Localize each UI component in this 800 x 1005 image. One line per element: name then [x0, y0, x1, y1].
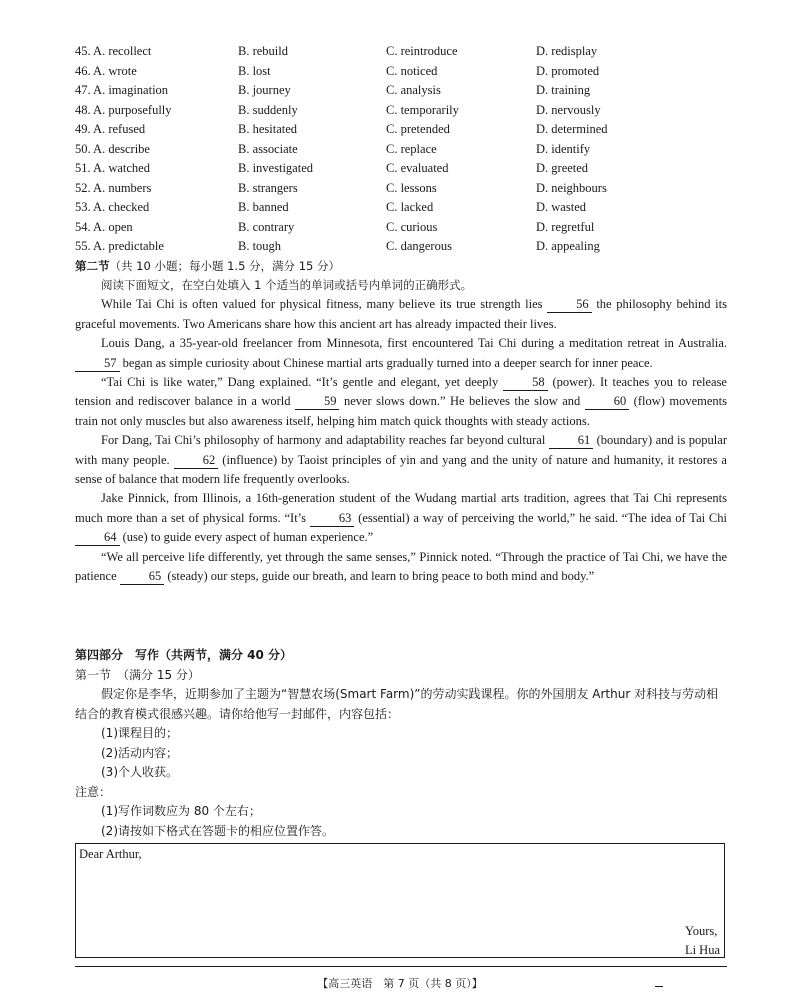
option-row [75, 81, 735, 101]
option-c: C. reintroduce [386, 44, 458, 58]
paragraph-3: “Tai Chi is like water,” Dang explained. “It’s gentle and elegant, yet deeply 58 (power). It teaches you to release tension and rediscover balance in a world 59 never slows down.” He believes the slow and 60 (flow) movements train not only muscles but also awareness itself, helping him match quick thoughts with steady actions. [75, 375, 727, 428]
section-instruction: 阅读下面短文，在空白处填入 1 个适当的单词或括号内单词的正确形式。 [101, 278, 473, 292]
option-b: B. banned [238, 200, 289, 214]
option-a: 49. A. refused [75, 122, 146, 136]
option-a: 45. A. recollect [75, 44, 152, 58]
blank-61[interactable]: 61 [549, 433, 594, 449]
option-a: 47. A. imagination [75, 83, 169, 97]
footer-divider [75, 966, 727, 967]
footer-mark [655, 986, 663, 987]
option-b: B. suddenly [238, 102, 298, 117]
option-d: D. identify [536, 141, 591, 156]
section-title: 第二节 [75, 259, 110, 273]
option-row [75, 198, 735, 218]
note-label: 注意： [75, 784, 112, 799]
option-d: D. redisplay [536, 44, 598, 58]
signature: Li Hua [684, 943, 720, 957]
option-a: 51. A. watched [75, 161, 150, 175]
paragraph-1: While Tai Chi is often valued for physical fitness, many believe its true strength lies 56 the philosophy behind its graceful movements. Two Americans share how this ancient art has already impacted their lives. [75, 297, 727, 331]
option-row [75, 42, 735, 62]
option-b: B. associate [238, 141, 298, 156]
letter-greeting: Dear Arthur, [79, 847, 142, 861]
option-c: C. temporarily [386, 102, 459, 117]
task-item: (2)活动内容； [101, 745, 178, 760]
blank-58[interactable]: 58 [503, 375, 548, 391]
option-c: C. noticed [386, 63, 438, 78]
writing-task: 假定你是李华，近期参加了主题为“智慧农场(Smart Farm)”的劳动实践课程。你的外国朋友 Arthur 对科技与劳动相结合的教育模式很感兴趣。请你给他写一封邮件，内容包括： [75, 687, 719, 721]
options-table [75, 42, 735, 257]
letter-closing [685, 922, 720, 960]
blank-63[interactable]: 63 [310, 511, 355, 527]
option-c: C. lessons [386, 180, 437, 195]
blank-64[interactable]: 64 [75, 530, 120, 546]
option-b: B. contrary [238, 219, 295, 234]
option-c: C. lacked [386, 200, 434, 214]
option-row [75, 159, 735, 179]
option-a: 54. A. open [75, 219, 133, 234]
option-d: D. appealing [536, 239, 600, 253]
option-b: B. rebuild [238, 44, 288, 58]
option-a: 48. A. purposefully [75, 102, 172, 117]
blank-62[interactable]: 62 [174, 453, 219, 469]
blank-57[interactable]: 57 [75, 356, 120, 372]
option-row [75, 218, 735, 238]
option-b: B. investigated [238, 161, 313, 175]
cloze-passage [75, 276, 727, 587]
section-meta: （共 10 小题；每小题 1.5 分，满分 15 分） [109, 259, 340, 273]
option-b: B. strangers [238, 180, 298, 195]
option-d: D. promoted [536, 63, 600, 78]
option-row [75, 237, 735, 257]
part-title: 第四部分 写作（共两节，满分 40 分） [75, 648, 293, 662]
option-row [75, 62, 735, 82]
blank-60[interactable]: 60 [585, 394, 630, 410]
option-d: D. nervously [536, 102, 601, 117]
option-c: C. replace [386, 141, 437, 156]
option-c: C. dangerous [386, 239, 452, 253]
option-b: B. hesitated [238, 122, 298, 136]
task-item: (1)课程目的； [101, 726, 178, 740]
blank-65[interactable]: 65 [120, 569, 165, 585]
writing-section [75, 646, 727, 841]
option-c: C. pretended [386, 122, 450, 136]
option-row [75, 120, 735, 140]
paragraph-5: Jake Pinnick, from Illinois, a 16th-generation student of the Wudang martial arts tradition, agrees that Tai Chi represents much more than a set of physical forms. “It’s 63 (essential) a way of perceiving the world,” he said. “The idea of Tai Chi 64 (use) to guide every aspect of human experience.” [75, 491, 727, 545]
option-a: 55. A. predictable [75, 239, 164, 253]
option-d: D. neighbours [536, 180, 607, 195]
option-a: 46. A. wrote [75, 63, 137, 78]
closing-word: Yours, [684, 924, 718, 938]
paragraph-2: Louis Dang, a 35-year-old freelancer from Minnesota, first encountered Tai Chi during a meditation retreat in Australia. 57 began as simple curiosity about Chinese martial arts gradually turned into a deeper search for inner peace. [75, 334, 727, 373]
blank-59[interactable]: 59 [295, 394, 340, 410]
option-d: D. training [536, 83, 591, 97]
page-footer: 【高三英语 第 7 页（共 8 页）】 [317, 977, 483, 990]
answer-box[interactable] [75, 843, 725, 958]
blank-56[interactable]: 56 [547, 297, 592, 313]
option-row [75, 140, 735, 160]
option-d: D. regretful [536, 219, 595, 234]
option-c: C. evaluated [386, 161, 449, 175]
option-a: 53. A. checked [75, 200, 150, 214]
option-a: 52. A. numbers [75, 180, 152, 195]
option-c: C. analysis [386, 83, 441, 97]
option-d: D. determined [536, 122, 608, 136]
option-b: B. journey [238, 83, 291, 97]
option-d: D. greeted [536, 161, 589, 175]
writing-section-title: 第一节 （满分 15 分） [75, 667, 200, 682]
option-row [75, 179, 735, 199]
option-b: B. lost [238, 63, 271, 78]
option-c: C. curious [386, 219, 438, 234]
paragraph-6: “We all perceive life differently, yet through the same senses,” Pinnick noted. “Through the practice of Tai Chi, we have the patience 65 (steady) our steps, guide our breath, and learn to bring peace to both mind and body.” [75, 549, 727, 584]
paragraph-4: For Dang, Tai Chi’s philosophy of harmony and adaptability reaches far beyond cultural 61 (boundary) and is popular with many people. 62 (influence) by Taoist principles of yin and yang and the unity of nature and humanity, it restores a sense of balance that modern life frequently overlooks. [75, 433, 727, 487]
note-item: (1)写作词数应为 80 个左右； [101, 804, 261, 818]
option-a: 50. A. describe [75, 141, 150, 156]
task-item: (3)个人收获。 [101, 765, 178, 779]
section-heading [75, 258, 340, 274]
option-b: B. tough [238, 239, 282, 253]
note-item: (2)请按如下格式在答题卡的相应位置作答。 [101, 823, 334, 838]
option-d: D. wasted [536, 200, 586, 214]
option-row [75, 101, 735, 121]
